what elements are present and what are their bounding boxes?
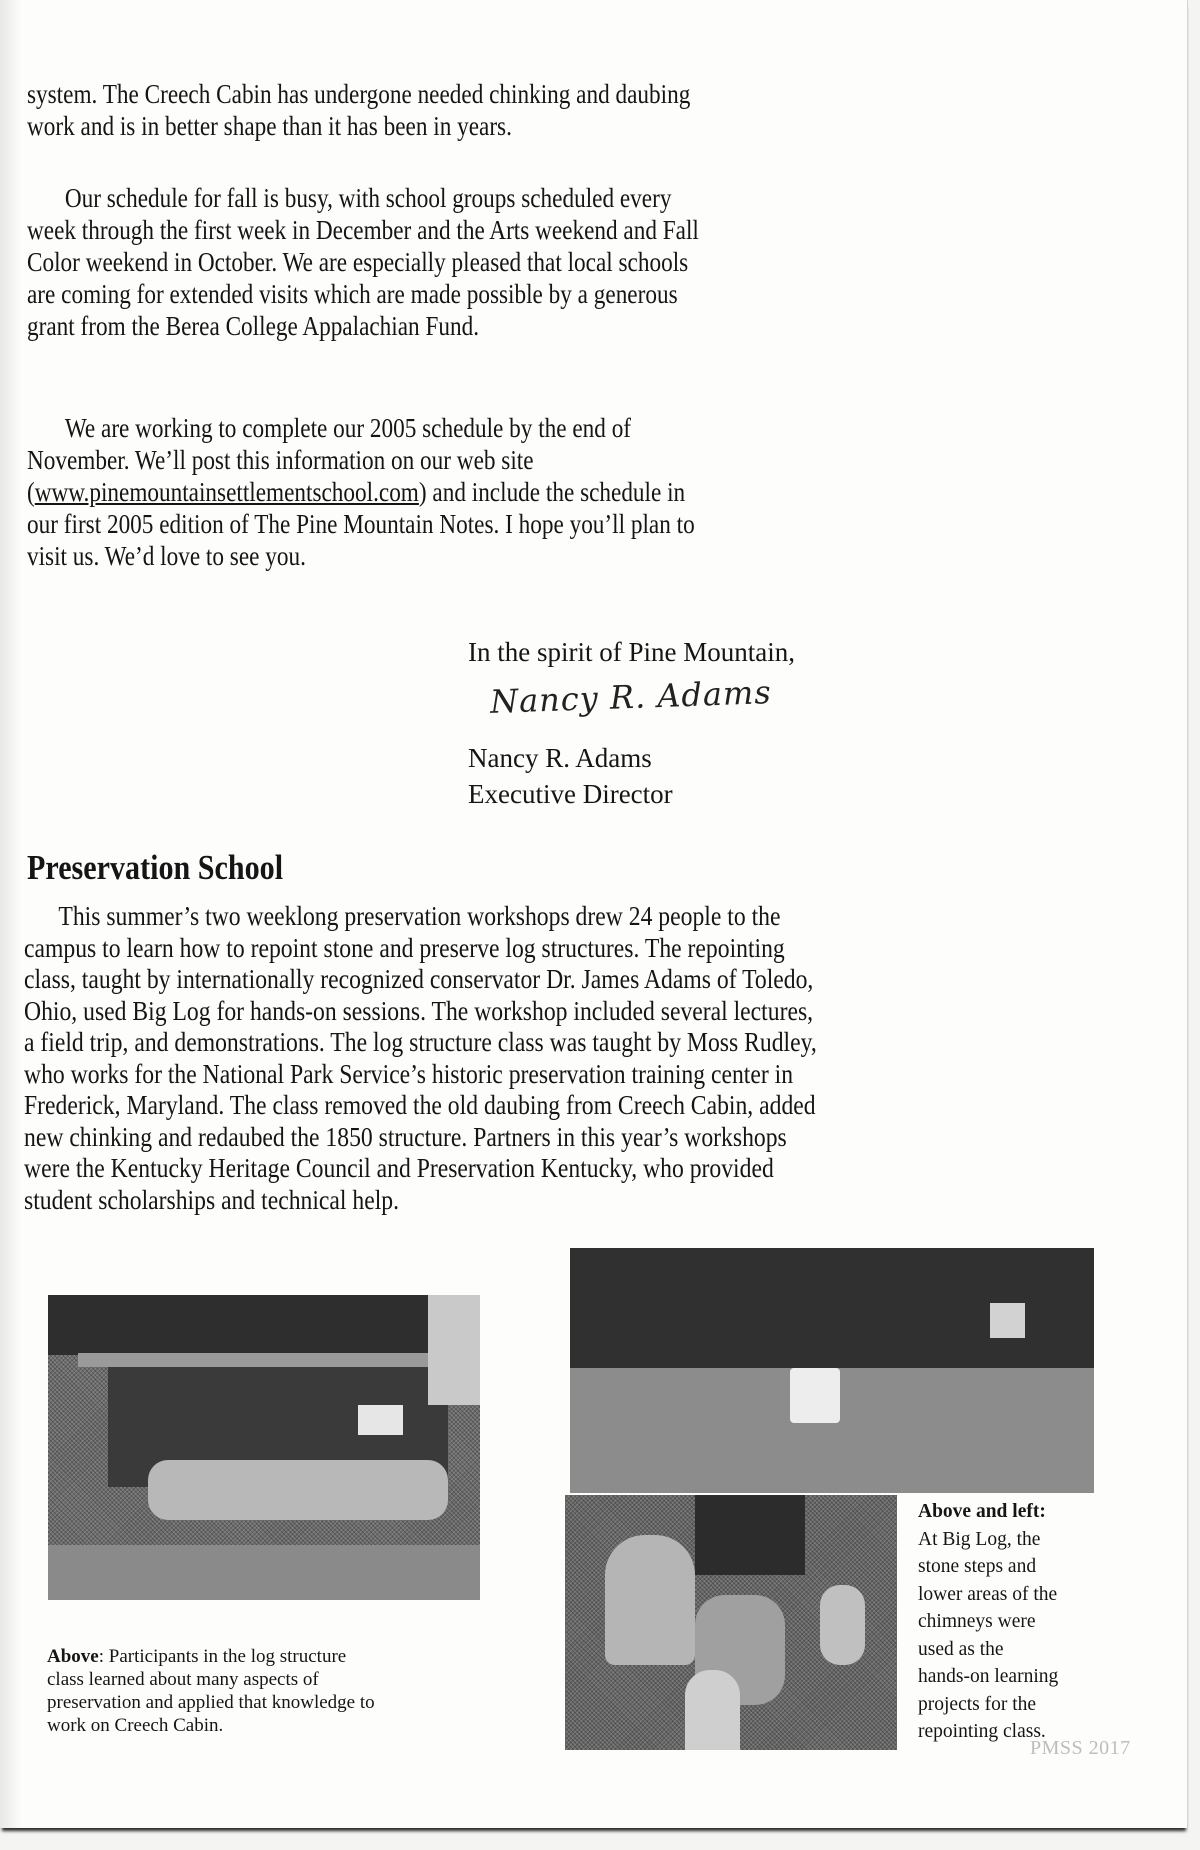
website-link[interactable]: www.pinemountainsettlementschool.com [34,477,419,507]
text-line: who works for the National Park Service’s historic preservation training center in [24,1057,794,1089]
caption-label: Above and left: [918,1501,1046,1522]
photo-chimney-repointing [565,1495,897,1750]
letter-paragraph-3 [27,412,695,572]
caption-left [47,1645,375,1737]
text-line: were the Kentucky Heritage Council and Preservation Kentucky, who provided [24,1152,774,1183]
photo-region-worker [605,1535,695,1665]
caption-line: stone steps and [918,1556,1037,1577]
letter-paragraph-1 [27,78,690,142]
text-line: our first 2005 edition of The Pine Mountain Notes. I hope you’ll plan to [27,509,695,539]
letter-paragraph-2 [27,182,699,342]
text-line: Color weekend in October. We are especially pleased that local schools [27,247,689,277]
caption-line: class learned about many aspects of [47,1669,319,1690]
caption-line: preservation and applied that knowledge to [47,1692,375,1713]
text-line: a field trip, and demonstrations. The log structure class was taught by Moss Rudley, [24,1026,817,1057]
text-line: class, taught by internationally recognized conservator Dr. James Adams of Toledo, [24,963,814,994]
signer-name: Nancy R. Adams [468,743,652,773]
photo-region-bucket-far [990,1303,1025,1338]
text-line: Frederick, Maryland. The class removed the old daubing from Creech Cabin, added [24,1089,816,1120]
text-line: week through the first week in December and the Arts weekend and Fall [27,215,699,245]
handwritten-signature: Nancy R. Adams [489,673,773,721]
text-line: Ohio, used Big Log for hands-on sessions. The workshop included several lectures, [24,994,814,1026]
text-fragment: ) and include the schedule in [418,477,686,507]
caption-line: chimneys were [918,1611,1036,1632]
caption-line: projects for the [918,1693,1037,1715]
text-line: student scholarships and technical help. [24,1183,400,1215]
text-line: This summer’s two weeklong preservation workshops drew 24 people to the [58,900,781,931]
text-line: system. The Creech Cabin has undergone needed chinking and daubing [27,79,691,109]
caption-line: repointing class. [918,1721,1046,1742]
text-line: are coming for extended visits which are made possible by a generous [27,279,678,309]
photo-region-worker [685,1670,740,1750]
section-heading: Preservation School [27,848,284,887]
caption-line: At Big Log, the [918,1528,1041,1550]
text-line: November. We’ll post this information on our web site [27,445,534,475]
caption-right [918,1498,1058,1746]
caption-line: hands-on learning [918,1666,1059,1687]
text-line: Our schedule for fall is busy, with school groups scheduled every [64,183,672,213]
section-body [24,900,817,1215]
text-line: grant from the Berea College Appalachian Fund. [27,311,480,341]
text-line: new chinking and redaubed the 1850 structure. Partners in this year’s workshops [24,1120,787,1152]
caption-label: Above [47,1646,99,1667]
caption-line: work on Creech Cabin. [47,1715,224,1736]
photo-region-people [148,1460,448,1520]
photo-region-sign [358,1405,403,1435]
photo-big-log-steps [570,1248,1094,1493]
photo-region-trees [428,1295,480,1405]
text-line: We are working to complete our 2005 schedule by the end of [64,413,632,443]
text-line [27,476,695,508]
photo-region-eave [78,1353,428,1367]
signer-title: Executive Director [468,779,673,809]
caption-text: : Participants in the log structure [98,1646,347,1667]
caption-line: lower areas of the [918,1583,1058,1605]
photo-creech-cabin-group [48,1295,480,1600]
photo-region-ground [48,1545,480,1600]
text-line: work and is in better shape than it has been in years. [27,111,512,141]
photo-region-window [695,1495,805,1575]
text-line: campus to learn how to repoint stone and preserve log structures. The repointing [24,931,785,963]
archive-watermark: PMSS 2017 [1030,1737,1131,1759]
caption-line: used as the [918,1638,1004,1660]
text-fragment: ( [27,477,35,507]
photo-region-roof [48,1295,480,1355]
caption-line [47,1645,375,1668]
photo-region-worker [820,1585,865,1665]
text-line: visit us. We’d love to see you. [27,541,306,571]
letter-closing: In the spirit of Pine Mountain, [468,637,795,667]
bucket-icon [790,1368,840,1423]
